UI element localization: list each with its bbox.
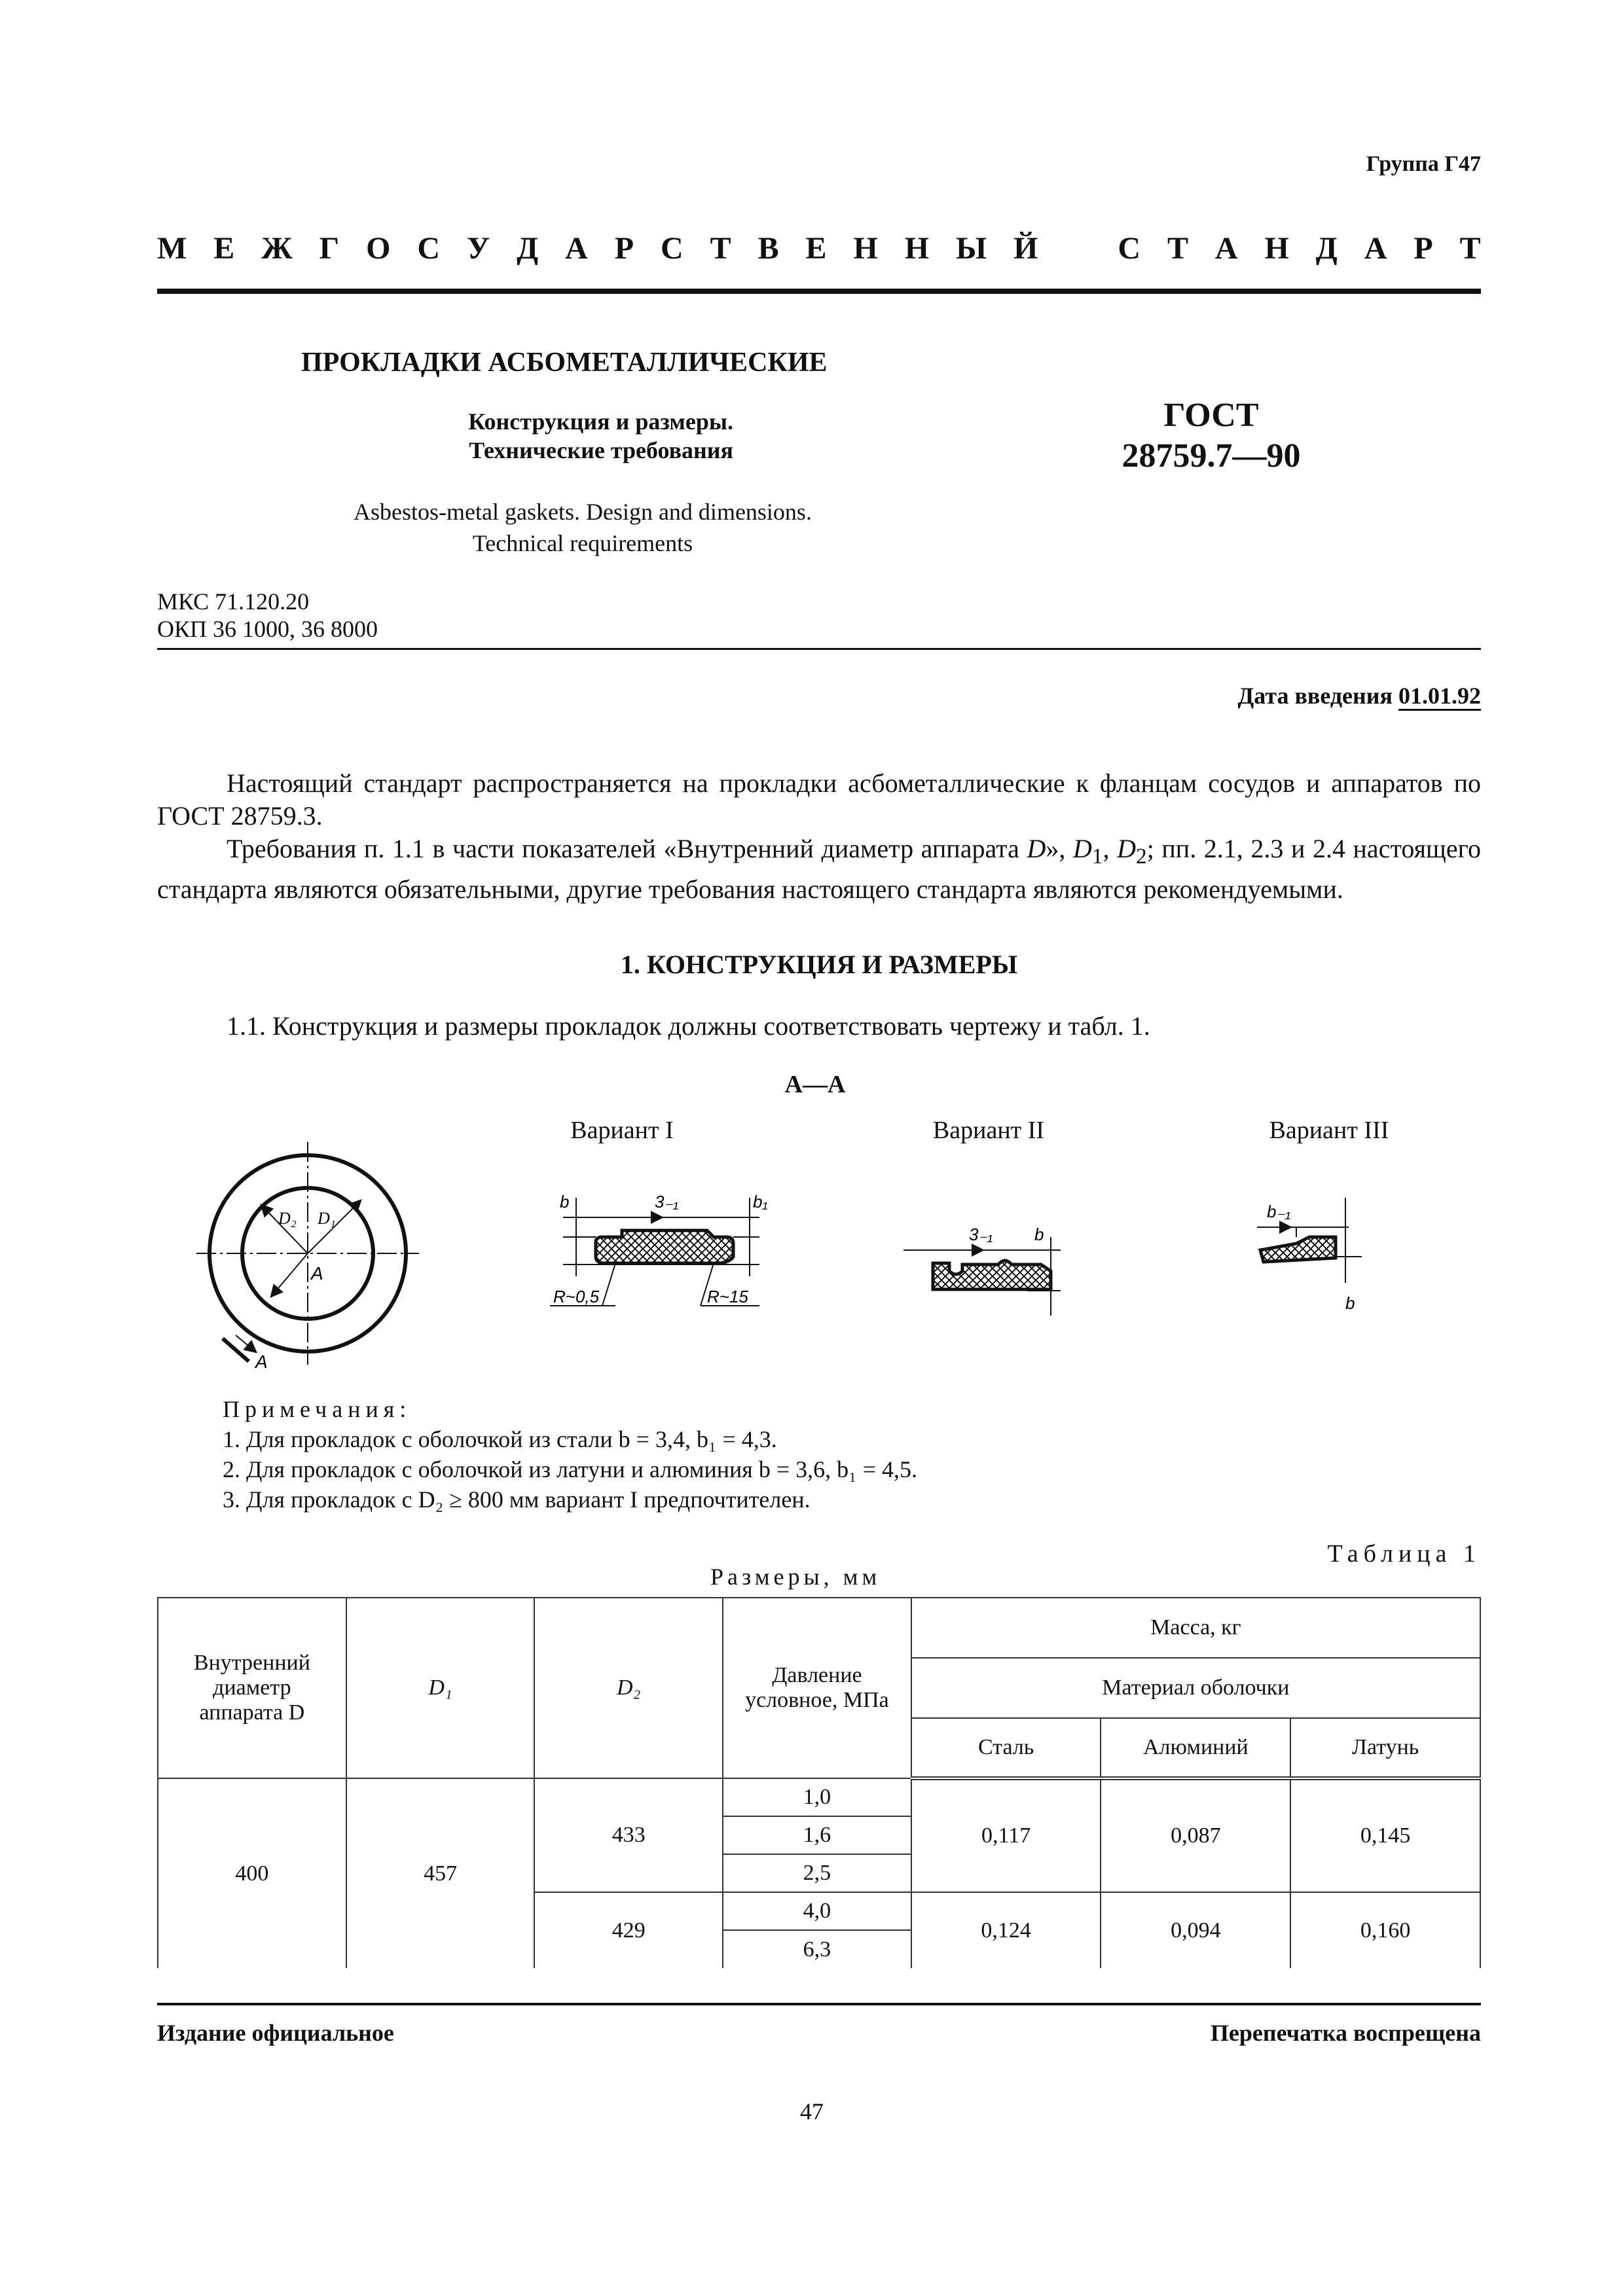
cell-pressure: 1,0 xyxy=(723,1778,911,1816)
variant-1-profile xyxy=(550,1192,768,1306)
cell-inner-diameter: 400 xyxy=(158,1778,346,1968)
cell-d2: 433 xyxy=(534,1778,723,1892)
banner-letter: Д xyxy=(1315,231,1338,266)
banner-letter: Ы xyxy=(956,231,987,266)
banner-letter: Т xyxy=(710,231,731,266)
cell-mass-aluminium: 0,087 xyxy=(1101,1778,1290,1892)
gasket-drawing xyxy=(183,1119,1427,1407)
variant-2-profile xyxy=(903,1225,1061,1316)
paragraph-text: », xyxy=(1046,834,1073,863)
note-2: 2. Для прокладок с оболочкой из латуни и алюминия b = 3,6, b₁ = 4,5. xyxy=(223,1456,917,1482)
cell-mass-steel: 0,124 xyxy=(911,1892,1101,1968)
gost-number: 28759.7—90 xyxy=(1122,437,1301,475)
subtitle-line: Конструкция и размеры. xyxy=(468,408,733,435)
subscript: 1 xyxy=(1091,844,1103,869)
banner-letter: Е xyxy=(805,231,827,266)
notes-heading: Примечания: xyxy=(223,1396,412,1422)
cell-pressure: 1,6 xyxy=(723,1816,911,1854)
footer-rule xyxy=(157,2003,1481,2005)
intro-paragraph: Настоящий стандарт распространяется на прокладки асбометаллические к фланцам сосудов и аппаратов по ГОСТ 28759.3. xyxy=(157,768,1481,831)
header-pressure xyxy=(723,1598,911,1778)
effective-date xyxy=(1238,682,1482,709)
gost-label: ГОСТ xyxy=(1163,397,1259,434)
banner-letter: С xyxy=(661,231,684,266)
date-value: 01.01.92 xyxy=(1398,683,1481,711)
banner-letter: У xyxy=(466,231,490,266)
header-inner-diameter xyxy=(158,1598,346,1778)
banner-gap xyxy=(1065,230,1091,266)
banner-letter: Н xyxy=(1264,231,1289,266)
page-number: 47 xyxy=(800,2098,824,2125)
variant-2-label: Вариант II xyxy=(932,1117,1045,1144)
banner-letter: В xyxy=(757,231,779,266)
subtitle-line: Технические требования xyxy=(469,437,733,463)
banner-letter: С xyxy=(417,231,441,266)
banner-letter: О xyxy=(366,231,391,266)
banner-letter: Т xyxy=(1167,231,1188,266)
header-d1: D₁ xyxy=(346,1598,535,1778)
paragraph-text: Требования п. 1.1 в части показателей «Внутренний диаметр аппарата xyxy=(227,834,1027,863)
header-d2: D₂ xyxy=(534,1598,723,1778)
requirements-paragraph: Требования п. 1.1 в части показателей «Внутренний диаметр аппарата D», $D_1$, $D_2$; пп. 2.1, 2.3 и 2.4 настоящего стандарта являются обязательными, другие требования настоящего стандарта являются рекомендуемыми. xyxy=(157,834,1481,904)
date-label: Дата введения xyxy=(1237,683,1393,709)
cell-d2: 429 xyxy=(534,1892,723,1968)
header-line: Давление xyxy=(772,1663,862,1687)
standard-banner xyxy=(157,230,1481,266)
header-aluminium: Алюминий xyxy=(1101,1718,1290,1778)
banner-letter: А xyxy=(565,231,588,266)
label-a: A xyxy=(311,1263,323,1283)
label-3-1: 3₋₁ xyxy=(969,1225,993,1244)
label-a: A xyxy=(255,1352,268,1372)
title-rule xyxy=(157,648,1481,650)
table-units: Размеры, мм xyxy=(710,1564,881,1590)
banner-letter: А xyxy=(1364,231,1387,266)
header-material: Материал оболочки xyxy=(911,1658,1480,1718)
header-line: Внутренний xyxy=(193,1651,310,1675)
cell-pressure: 6,3 xyxy=(723,1930,911,1968)
banner-letter: Н xyxy=(904,231,930,266)
label-b: b xyxy=(1034,1225,1044,1244)
header-brass: Латунь xyxy=(1290,1718,1480,1778)
banner-letter: Ж xyxy=(261,231,293,266)
symbol-d: D xyxy=(1027,834,1046,863)
banner-letter: Г xyxy=(319,231,340,266)
dimensions-table xyxy=(157,1597,1481,1968)
banner-letter: М xyxy=(157,231,187,266)
label-b: b xyxy=(560,1192,570,1211)
okp-code: ОКП 36 1000, 36 8000 xyxy=(157,616,378,642)
cell-mass-brass: 0,160 xyxy=(1290,1892,1480,1968)
cell-pressure: 2,5 xyxy=(723,1854,911,1892)
english-line: Asbestos-metal gaskets. Design and dimensions. xyxy=(354,499,812,525)
label-d2: D₂ xyxy=(278,1209,297,1228)
label-d1: D₁ xyxy=(318,1209,336,1228)
reprint-prohibited: Перепечатка воспрещена xyxy=(1210,2020,1481,2046)
banner-letter: Й xyxy=(1013,231,1038,266)
label-3-1: 3₋₁ xyxy=(655,1192,679,1211)
variant-3-label: Вариант III xyxy=(1269,1117,1389,1144)
english-title xyxy=(288,496,877,559)
variant-1-label: Вариант I xyxy=(570,1117,674,1144)
section-heading: 1. КОНСТРУКЦИЯ И РАЗМЕРЫ xyxy=(620,950,1018,979)
banner-letter: С xyxy=(1118,231,1140,266)
document-subtitle xyxy=(367,407,733,465)
paragraph-text: ; пп. 2.1, 2.3 и 2.4 настоящего стандарта являются обязательными, другие требования настоящего стандарта являются рекомендуемыми. xyxy=(157,834,1481,904)
gost-designation xyxy=(1113,395,1309,476)
banner-letter: Е xyxy=(213,231,235,266)
table-caption: Таблица 1 xyxy=(1327,1540,1481,1568)
label-b1: b₁ xyxy=(753,1192,768,1211)
classification-codes xyxy=(157,588,378,643)
banner-letter: Р xyxy=(1413,231,1433,266)
mks-code: МКС 71.120.20 xyxy=(157,588,310,615)
banner-letter: Д xyxy=(517,231,539,266)
symbol-d1: D xyxy=(1072,834,1092,863)
cell-mass-steel: 0,117 xyxy=(911,1778,1101,1892)
variant-3-profile xyxy=(1257,1198,1362,1313)
note-3: 3. Для прокладок с D₂ ≥ 800 мм вариант I предпочтителен. xyxy=(223,1486,811,1513)
label-r-15: R~15 xyxy=(707,1287,748,1306)
header-line: условное, МПа xyxy=(745,1688,889,1712)
banner-letter: Р xyxy=(614,231,634,266)
cell-d1: 457 xyxy=(346,1778,535,1968)
header-line: аппарата D xyxy=(199,1700,305,1725)
table-row xyxy=(158,1778,1480,1816)
label-r-05: R~0,5 xyxy=(553,1287,600,1306)
banner-letter: Н xyxy=(853,231,878,266)
cell-pressure: 4,0 xyxy=(723,1892,911,1930)
plan-view xyxy=(196,1142,419,1372)
label-b-1: b₋₁ xyxy=(1267,1202,1291,1221)
cell-mass-brass: 0,145 xyxy=(1290,1778,1480,1892)
cell-mass-aluminium: 0,094 xyxy=(1101,1892,1290,1968)
banner-letter: Т xyxy=(1459,231,1481,266)
subscript: 2 xyxy=(1136,844,1147,869)
symbol-d2: D xyxy=(1117,834,1137,863)
label-b: b xyxy=(1345,1293,1355,1313)
section-mark: А—А xyxy=(784,1071,846,1098)
official-edition: Издание официальное xyxy=(157,2020,394,2046)
group-code: Группа Г47 xyxy=(1366,152,1481,176)
header-mass: Масса, кг xyxy=(911,1598,1480,1658)
header-steel: Сталь xyxy=(911,1718,1101,1778)
english-line: Technical requirements xyxy=(472,530,693,556)
banner-letter: А xyxy=(1214,231,1238,266)
note-1: 1. Для прокладок с оболочкой из стали b = 3,4, b₁ = 4,3. xyxy=(223,1426,777,1452)
header-line: диаметр xyxy=(213,1676,291,1700)
header-rule xyxy=(157,289,1481,294)
document-title: ПРОКЛАДКИ АСБОМЕТАЛЛИЧЕСКИЕ xyxy=(301,348,828,378)
clause-1-1: 1.1. Конструкция и размеры прокладок должны соответствовать чертежу и табл. 1. xyxy=(227,1011,1150,1041)
